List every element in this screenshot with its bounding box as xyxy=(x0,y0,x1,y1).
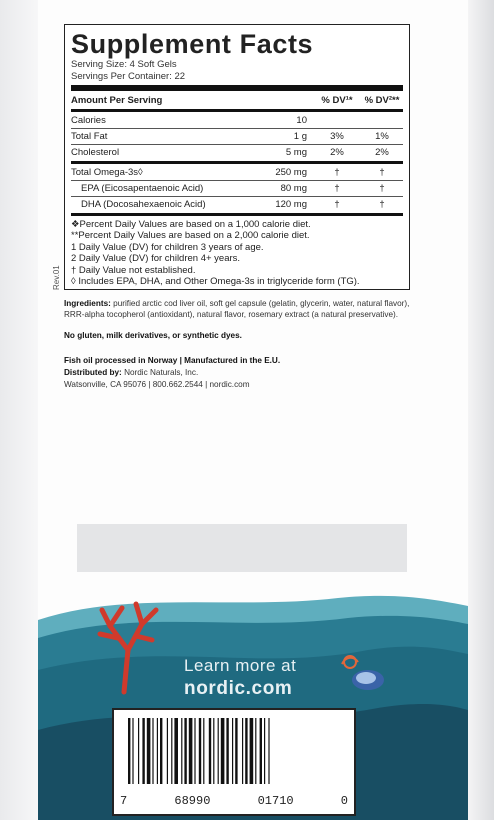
nutrient-dv1: † xyxy=(334,167,340,178)
barcode-bar xyxy=(232,718,233,784)
distributed-label: Distributed by: xyxy=(64,368,122,378)
supplement-facts-table xyxy=(64,24,410,290)
medium-divider xyxy=(71,161,403,164)
nutrient-name: Calories xyxy=(71,115,106,126)
barcode-bar xyxy=(174,718,178,784)
nutrient-name: Total Omega-3s◊ xyxy=(71,167,143,178)
barcode-digit-group: 7 xyxy=(120,794,128,808)
barcode-bar xyxy=(189,718,193,784)
medium-divider xyxy=(71,213,403,216)
nutrient-dv1: † xyxy=(334,183,340,194)
barcode-bar xyxy=(138,718,139,784)
servings-per-container: Servings Per Container: 22 xyxy=(71,71,186,82)
footnote: ◊ Includes EPA, DHA, and Other Omega-3s in triglyceride form (TG). xyxy=(71,276,360,288)
barcode-bar xyxy=(221,718,225,784)
table-row xyxy=(71,128,403,144)
footnotes xyxy=(71,219,403,287)
learn-more-text: Learn more at xyxy=(184,656,297,675)
barcode-bar xyxy=(142,718,144,784)
package-left-edge xyxy=(0,0,38,820)
label-panel xyxy=(64,24,410,390)
barcode-bar xyxy=(260,718,262,784)
barcode-bar xyxy=(203,718,204,784)
nutrient-name: Total Fat xyxy=(71,131,108,142)
footnote: **Percent Daily Values are based on a 2,000 calorie diet. xyxy=(71,230,310,242)
barcode-bar xyxy=(128,718,130,784)
package-right-edge xyxy=(468,0,494,820)
barcode-bar xyxy=(213,718,214,784)
nutrient-dv2: † xyxy=(379,199,385,210)
barcode-digits xyxy=(114,794,354,808)
barcode-bar xyxy=(171,718,172,784)
barcode-bar xyxy=(199,718,201,784)
upc-barcode xyxy=(112,708,356,816)
barcode-bar xyxy=(242,718,243,784)
barcode-bar xyxy=(157,718,158,784)
barcode-bar xyxy=(226,718,228,784)
nutrient-amount: 120 mg xyxy=(275,199,307,210)
nutrient-dv1: 3% xyxy=(330,131,344,142)
barcode-bar xyxy=(160,718,162,784)
barcode-bar xyxy=(245,718,247,784)
nutrient-dv1: 2% xyxy=(330,147,344,158)
table-row xyxy=(71,144,403,160)
nordic-logo-icon xyxy=(336,650,396,705)
barcode-bar xyxy=(264,718,265,784)
barcode-bar xyxy=(132,718,133,784)
origin-statement xyxy=(64,355,410,366)
nutrient-dv2: † xyxy=(379,167,385,178)
ingredients-text: purified arctic cod liver oil, soft gel capsule (gelatin, glycerin, water, natural flavor), RRR-alpha tocopherol (antioxidant), natural flavor, rosemary extract (a natural preservative). xyxy=(64,299,410,320)
header-amount-per-serving: Amount Per Serving xyxy=(71,95,163,106)
barcode-bar xyxy=(147,718,151,784)
barcode-bars xyxy=(114,710,350,792)
distributor-address: Watsonville, CA 95076 | 800.662.2544 | nordic.com xyxy=(64,380,250,390)
table-row xyxy=(71,180,403,196)
distributor-block xyxy=(64,367,410,378)
table-row xyxy=(71,165,403,180)
barcode-bar xyxy=(250,718,254,784)
supplement-facts-title: Supplement Facts xyxy=(71,29,314,59)
barcode-bar xyxy=(235,718,237,784)
distributor-name: Nordic Naturals, Inc. xyxy=(124,368,199,378)
barcode-digit-group: 0 xyxy=(340,794,348,808)
ingredients-block xyxy=(64,298,410,320)
medium-divider xyxy=(71,109,403,112)
barcode-bar xyxy=(255,718,256,784)
barcode-digit-group: 01710 xyxy=(257,794,294,808)
barcode-bar xyxy=(268,718,269,784)
serving-size: Serving Size: 4 Soft Gels xyxy=(71,59,177,70)
barcode-digit-group: 68990 xyxy=(174,794,211,808)
nutrient-dv2: 1% xyxy=(375,131,389,142)
nutrient-dv2: 2% xyxy=(375,147,389,158)
header-dv2: % DV²** xyxy=(364,95,400,106)
nutrient-name: Cholesterol xyxy=(71,147,120,158)
nutrient-amount: 5 mg xyxy=(285,147,307,158)
barcode-bar xyxy=(181,718,182,784)
barcode-bar xyxy=(152,718,153,784)
nutrient-name: DHA (Docosahexaenoic Acid) xyxy=(81,199,206,210)
barcode-bar xyxy=(167,718,168,784)
website-url: nordic.com xyxy=(184,678,293,699)
origin-text: Fish oil processed in Norway | Manufactured in the E.U. xyxy=(64,356,281,366)
nutrient-amount: 250 mg xyxy=(275,167,307,178)
free-from-text: No gluten, milk derivatives, or synthetic dyes. xyxy=(64,331,242,341)
table-row xyxy=(71,113,403,128)
footnote: ❖Percent Daily Values are based on a 1,000 calorie diet. xyxy=(71,219,311,230)
ingredients-label: Ingredients: xyxy=(64,299,111,309)
header-dv1: % DV¹* xyxy=(321,95,353,106)
nutrient-amount: 1 g xyxy=(293,131,307,142)
footnote: 2 Daily Value (DV) for children 4+ years. xyxy=(71,253,241,265)
footnote: † Daily Value not established. xyxy=(71,264,196,276)
barcode-bar xyxy=(218,718,219,784)
blank-print-area xyxy=(77,524,407,572)
table-row xyxy=(71,196,403,212)
nutrient-dv2: † xyxy=(379,183,385,194)
barcode-bar xyxy=(209,718,211,784)
barcode-bar xyxy=(184,718,186,784)
nutrient-amount: 10 xyxy=(296,115,307,126)
nutrient-amount: 80 mg xyxy=(280,183,307,194)
revision-label: Rev.01 xyxy=(52,265,61,290)
thick-divider xyxy=(71,85,403,91)
barcode-bar xyxy=(194,718,195,784)
nutrient-name: EPA (Eicosapentaenoic Acid) xyxy=(81,183,204,194)
free-from-statement xyxy=(64,330,410,341)
nutrient-dv1: † xyxy=(334,199,340,210)
table-header-row xyxy=(71,93,403,108)
footnote: 1 Daily Value (DV) for children 3 years of age. xyxy=(71,241,264,253)
